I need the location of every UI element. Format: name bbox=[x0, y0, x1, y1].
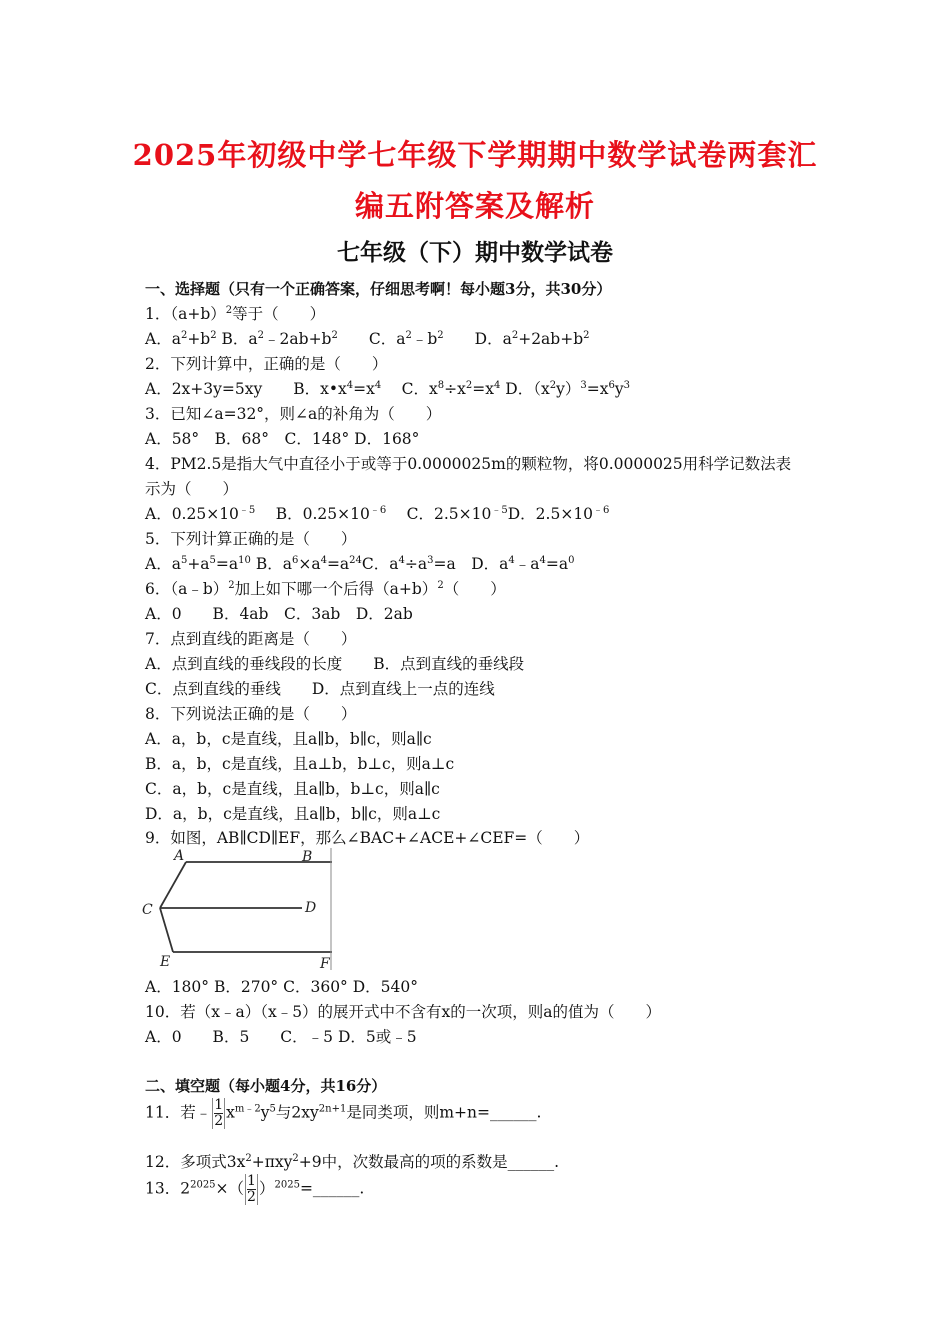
fraction-one-half: $\frac{1}{2}$ bbox=[247, 1173, 256, 1205]
question-1: 1．$(a+b)^2$等于（ ） bbox=[145, 305, 326, 323]
label-e: E bbox=[160, 954, 171, 970]
question-8-option-a: A．a，b，c是直线，且a∥b，b∥c，则a∥c bbox=[145, 730, 432, 748]
question-6-options: A．0 B．4ab C．3ab D．2ab bbox=[145, 605, 413, 623]
segment-ce bbox=[160, 908, 173, 952]
question-7-options-cd: C．点到直线的垂线 D．点到直线上一点的连线 bbox=[145, 680, 495, 698]
question-4-line-2: 示为（ ） bbox=[145, 480, 239, 498]
label-f: F bbox=[320, 956, 330, 972]
question-5: 5．下列计算正确的是（ ） bbox=[145, 530, 357, 548]
question-8-option-d: D．a，b，c是直线，且a∥b，b∥c，则a⊥c bbox=[145, 805, 441, 823]
question-8-option-c: C．a，b，c是直线，且a∥b，b⊥c，则a∥c bbox=[145, 780, 440, 798]
label-a: A bbox=[174, 848, 185, 864]
question-3: 3．已知∠a=32°，则∠a的补角为（ ） bbox=[145, 405, 442, 423]
question-4-line-1: 4．PM2.5是指大气中直径小于或等于0.0000025m的颗粒物，将0.0000025用科学记数法表 bbox=[145, 455, 792, 473]
section-1-heading: 一、选择题（只有一个正确答案，仔细思考啊！每小题3分，共30分） bbox=[145, 280, 612, 298]
question-9: 9．如图，AB∥CD∥EF，那么∠BAC+∠ACE+∠CEF=（ ） bbox=[145, 829, 590, 847]
segment-ac bbox=[160, 862, 186, 908]
question-6: 6．（a﹣b）$^2$加上如下哪一个后得$(a+b)^2$（ ） bbox=[145, 580, 506, 598]
question-1-options: A．$a^2+b^2$ B．$a^2﹣2ab+b^2$ C．$a^2﹣b^2$ D．$a^2+2ab+b^2$ bbox=[145, 330, 590, 348]
question-12: 12．多项式$3x^2+\pi xy^2+9$中，次数最高的项的系数是______. bbox=[145, 1153, 560, 1171]
section-2-heading: 二、填空题（每小题4分，共16分） bbox=[145, 1077, 387, 1095]
fraction-one-half: $\frac{1}{2}$ bbox=[214, 1097, 224, 1129]
question-8-option-b: B．a，b，c是直线，且a⊥b，b⊥c，则a⊥c bbox=[145, 755, 455, 773]
title-line-2: 编五附答案及解析 bbox=[354, 189, 595, 223]
label-c: C bbox=[142, 902, 153, 918]
question-2-options: A．2x+3y=5xy B．$x•x^4=x^4$ C．$x^8\div x^2=x^4$ D．$(x^2y)^3=x^6y^3$ bbox=[145, 380, 630, 398]
question-13: 13．$2^{2025}\times$（ $\frac{1}{2}$ ）$^{2025}$=______. bbox=[145, 1173, 365, 1205]
question-5-options: A．$a^5+a^5=a^{10}$ B．$a^6\times a^4=a^{24}C$．$a^4\div a^3=a$ D．$a^4﹣a^4=a^0$ bbox=[145, 555, 575, 573]
label-d: D bbox=[305, 900, 317, 916]
question-2: 2．下列计算中，正确的是（ ） bbox=[145, 355, 388, 373]
question-10: 10．若（x﹣a）（x﹣5）的展开式中不含有x的一次项，则a的值为（ ） bbox=[145, 1003, 662, 1021]
exam-title: 七年级（下）期中数学试卷 bbox=[337, 239, 613, 266]
question-10-options: A．0 B．5 C．﹣5 D．5或﹣5 bbox=[145, 1028, 417, 1046]
question-9-figure bbox=[140, 846, 340, 972]
question-11: 11．若﹣ $\frac{1}{2}$ $x^{m﹣2}y^5$与$2xy^{2n+1}$是同类项，则m+n=______. bbox=[145, 1097, 542, 1129]
question-3-options: A．58° B．68° C．148° D．168° bbox=[145, 430, 420, 448]
question-9-options: A．180° B．270° C．360° D．540° bbox=[145, 978, 418, 996]
question-4-options: A．$0.25\times 10^{﹣5}$ B．$0.25\times 10^{﹣6}$ C．$2.5\times 10^{﹣5}D$．$2.5\times 10^{﹣6}$ bbox=[145, 505, 610, 523]
title-line-1: 2025年初级中学七年级下学期期中数学试卷两套汇 bbox=[132, 138, 818, 172]
label-b: B bbox=[302, 849, 313, 865]
question-8: 8．下列说法正确的是（ ） bbox=[145, 705, 357, 723]
question-7-options-ab: A．点到直线的垂线段的长度 B．点到直线的垂线段 bbox=[145, 655, 525, 673]
question-7: 7．点到直线的距离是（ ） bbox=[145, 630, 357, 648]
